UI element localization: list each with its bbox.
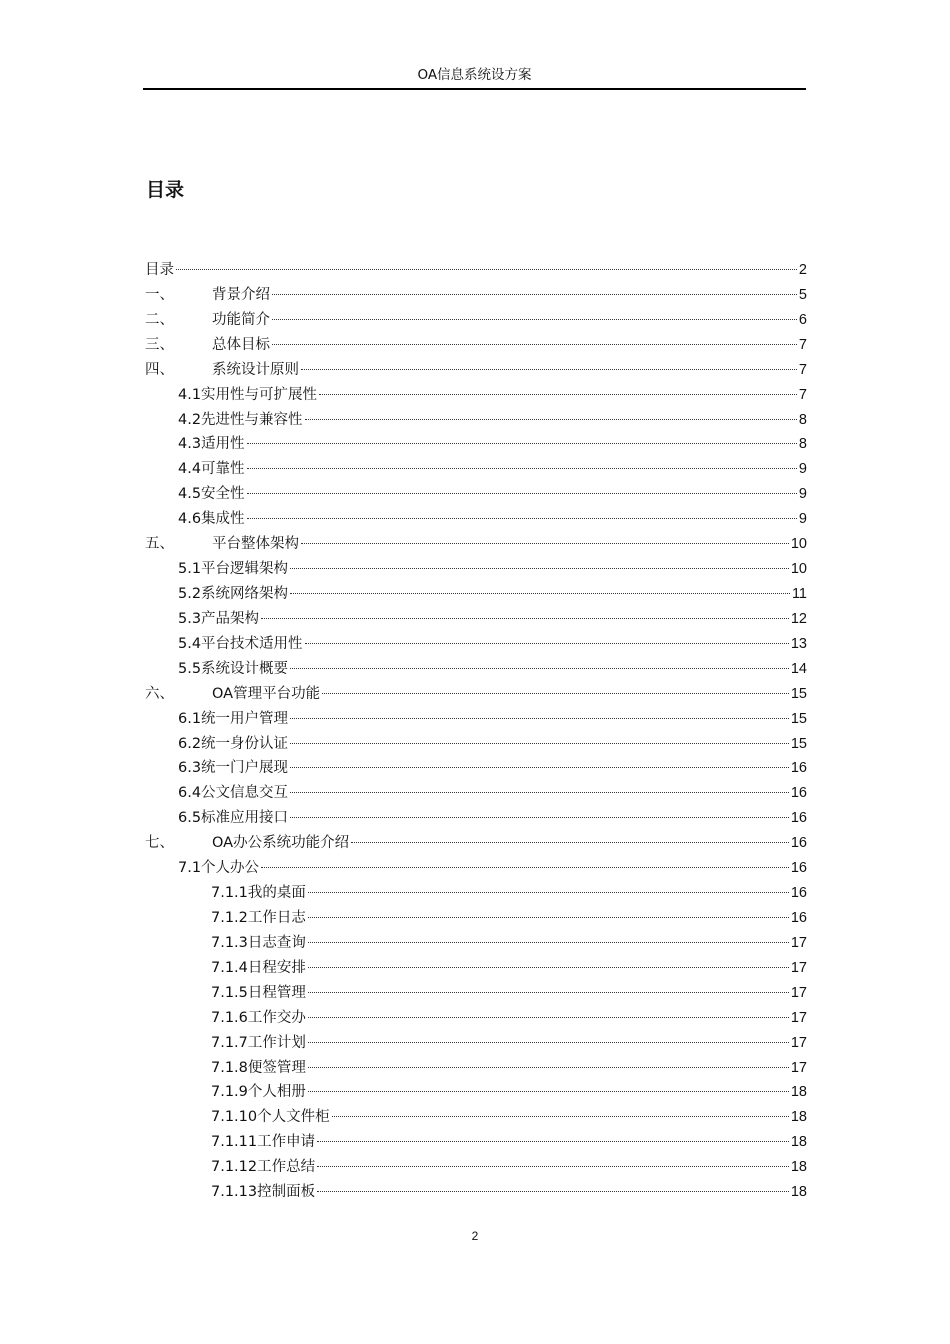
toc-entry-page: 9 (798, 486, 807, 503)
toc-entry-title: 目录 (145, 262, 174, 278)
toc-dot-leader (247, 518, 797, 519)
toc-entry-title: 7.1.7工作计划 (211, 1034, 306, 1051)
toc-entry[interactable] (145, 582, 807, 607)
toc-entry-page: 17 (790, 1009, 807, 1026)
toc-entry-page: 16 (790, 785, 807, 802)
toc-entry-page: 16 (790, 860, 807, 877)
toc-dot-leader (290, 568, 789, 569)
toc-entry-title: 总体目标 (212, 336, 270, 353)
header-title: OA信息系统设方案 (417, 67, 532, 83)
toc-entry[interactable] (145, 657, 807, 682)
toc-entry-title: 7.1.3日志查询 (211, 934, 306, 951)
toc-entry[interactable] (145, 358, 807, 383)
toc-entry[interactable] (145, 607, 807, 632)
toc-entry-title: 7.1.10个人文件柜 (211, 1109, 330, 1126)
toc-dot-leader (261, 867, 789, 868)
toc-entry[interactable] (145, 482, 807, 507)
toc-entry-page: 16 (790, 885, 807, 902)
toc-entry-title: 5.5系统设计概要 (178, 660, 289, 677)
toc-entry-page: 2 (798, 262, 807, 278)
toc-dot-leader (272, 319, 797, 320)
toc-entry[interactable] (145, 1080, 807, 1105)
toc-entry-page: 18 (790, 1159, 807, 1176)
toc-entry[interactable] (145, 732, 807, 757)
toc-dot-leader (308, 942, 789, 943)
toc-entry[interactable] (145, 1056, 807, 1081)
toc-entry-title: 7.1.12工作总结 (211, 1159, 316, 1176)
toc-dot-leader (319, 394, 797, 395)
toc-entry[interactable] (145, 457, 807, 482)
toc-entry-page: 18 (790, 1184, 807, 1201)
toc-entry[interactable] (145, 383, 807, 408)
toc-entry-page: 15 (790, 735, 807, 752)
toc-dot-leader (290, 718, 789, 719)
toc-heading: 目录 (146, 179, 185, 201)
toc-entry-page: 6 (798, 311, 807, 328)
toc-entry-page: 16 (790, 835, 807, 852)
toc-entry-title: 6.2统一身份认证 (178, 735, 289, 752)
toc-entry-title: 6.5标准应用接口 (178, 810, 289, 827)
toc-entry-title: 系统设计原则 (212, 361, 299, 378)
toc-entry-title: 功能简介 (212, 311, 270, 328)
toc-entry[interactable] (145, 1006, 807, 1031)
toc-dot-leader (322, 693, 789, 694)
toc-entry-title: 4.5安全性 (178, 486, 245, 503)
toc-entry[interactable] (145, 906, 807, 931)
toc-entry-number: 七、 (145, 835, 174, 852)
toc-dot-leader (317, 1191, 789, 1192)
toc-entry-title: 4.1实用性与可扩展性 (178, 386, 318, 403)
toc-entry-title: 7.1.4日程安排 (211, 959, 306, 976)
toc-dot-leader (290, 817, 789, 818)
toc-entry-title: 7.1.11工作申请 (211, 1134, 316, 1151)
toc-entry[interactable] (145, 981, 807, 1006)
toc-entry[interactable] (145, 333, 807, 358)
toc-dot-leader (332, 1116, 789, 1117)
toc-dot-leader (317, 1141, 789, 1142)
toc-entry-page: 18 (790, 1109, 807, 1126)
toc-entry-page: 18 (790, 1084, 807, 1101)
toc-entry-page: 17 (790, 934, 807, 951)
toc-dot-leader (308, 967, 789, 968)
toc-entry-page: 5 (798, 286, 807, 303)
toc-entry-title: 4.2先进性与兼容性 (178, 411, 303, 428)
toc-entry-title: 7.1.13控制面板 (211, 1184, 316, 1201)
toc-entry-page: 16 (790, 909, 807, 926)
toc-dot-leader (290, 792, 789, 793)
toc-dot-leader (272, 294, 797, 295)
table-of-contents (145, 258, 807, 1205)
toc-entry-page: 7 (798, 361, 807, 378)
toc-entry-title: 7.1个人办公 (178, 860, 260, 877)
toc-entry-page: 12 (790, 610, 807, 627)
toc-entry-title: 7.1.9个人相册 (211, 1084, 306, 1101)
toc-entry[interactable] (145, 432, 807, 457)
toc-entry-title: 7.1.1我的桌面 (211, 885, 306, 902)
toc-entry[interactable] (145, 1031, 807, 1056)
toc-dot-leader (290, 593, 790, 594)
toc-entry-page: 16 (790, 760, 807, 777)
toc-entry-page: 15 (790, 710, 807, 727)
toc-entry-title: 7.1.5日程管理 (211, 984, 306, 1001)
toc-dot-leader (308, 1067, 789, 1068)
toc-entry[interactable] (145, 956, 807, 981)
toc-dot-leader (301, 543, 789, 544)
toc-dot-leader (176, 269, 797, 270)
toc-dot-leader (290, 767, 789, 768)
toc-dot-leader (308, 1017, 789, 1018)
toc-entry-title: OA管理平台功能 (212, 685, 321, 702)
toc-entry-page: 9 (798, 461, 807, 478)
toc-entry-page: 7 (798, 386, 807, 403)
toc-entry-title: 6.3统一门户展现 (178, 760, 289, 777)
toc-entry[interactable] (145, 258, 807, 283)
toc-entry-page: 17 (790, 959, 807, 976)
toc-entry-title: 平台整体架构 (212, 536, 299, 553)
toc-entry[interactable] (145, 1130, 807, 1155)
toc-entry[interactable] (145, 532, 807, 557)
toc-entry-page: 11 (791, 585, 807, 602)
toc-entry-title: 背景介绍 (212, 286, 270, 303)
toc-dot-leader (301, 369, 797, 370)
toc-dot-leader (247, 493, 797, 494)
toc-entry[interactable] (145, 806, 807, 831)
toc-entry-title: 5.3产品架构 (178, 610, 260, 627)
toc-entry[interactable] (145, 1180, 807, 1205)
toc-entry-title: 4.3适用性 (178, 436, 245, 453)
toc-entry[interactable] (145, 756, 807, 781)
toc-dot-leader (308, 917, 789, 918)
toc-entry-title: 7.1.2工作日志 (211, 909, 306, 926)
toc-entry-title: 6.4公文信息交互 (178, 785, 289, 802)
toc-dot-leader (305, 419, 797, 420)
toc-entry-page: 9 (798, 511, 807, 528)
toc-entry[interactable] (145, 881, 807, 906)
toc-entry-title: 7.1.8便签管理 (211, 1059, 306, 1076)
toc-entry-page: 14 (790, 660, 807, 677)
page-header (143, 62, 806, 90)
toc-entry-title: OA办公系统功能介绍 (212, 835, 350, 852)
toc-entry-number: 五、 (145, 536, 174, 553)
toc-dot-leader (308, 1091, 789, 1092)
toc-entry[interactable] (145, 557, 807, 582)
toc-entry-title: 5.2系统网络架构 (178, 585, 289, 602)
toc-dot-leader (308, 1042, 789, 1043)
toc-entry-page: 18 (790, 1134, 807, 1151)
toc-entry-title: 7.1.6工作交办 (211, 1009, 306, 1026)
toc-entry[interactable] (145, 1155, 807, 1180)
toc-entry[interactable] (145, 831, 807, 856)
toc-entry-title: 5.4平台技术适用性 (178, 635, 303, 652)
toc-entry[interactable] (145, 507, 807, 532)
toc-entry-page: 10 (790, 536, 807, 553)
toc-entry-number: 四、 (145, 361, 174, 378)
toc-entry-page: 8 (798, 436, 807, 453)
toc-entry-title: 4.6集成性 (178, 511, 245, 528)
page-number: 2 (471, 1229, 479, 1243)
toc-entry-page: 17 (790, 1034, 807, 1051)
toc-entry[interactable] (145, 856, 807, 881)
toc-entry[interactable] (145, 707, 807, 732)
toc-entry-page: 7 (798, 336, 807, 353)
toc-dot-leader (247, 443, 797, 444)
toc-dot-leader (305, 643, 789, 644)
toc-entry-number: 二、 (145, 311, 174, 328)
toc-dot-leader (272, 344, 797, 345)
toc-entry-page: 8 (798, 411, 807, 428)
toc-dot-leader (308, 992, 789, 993)
toc-entry-page: 17 (790, 1059, 807, 1076)
toc-dot-leader (290, 743, 789, 744)
toc-entry[interactable] (145, 308, 807, 333)
toc-entry[interactable] (145, 408, 807, 433)
toc-entry-page: 10 (790, 561, 807, 578)
toc-entry[interactable] (145, 781, 807, 806)
toc-dot-leader (290, 668, 789, 669)
toc-entry-page: 17 (790, 984, 807, 1001)
toc-entry-page: 15 (790, 685, 807, 702)
toc-entry[interactable] (145, 682, 807, 707)
toc-entry[interactable] (145, 283, 807, 308)
toc-entry[interactable] (145, 931, 807, 956)
toc-dot-leader (351, 842, 789, 843)
toc-entry-title: 5.1平台逻辑架构 (178, 561, 289, 578)
toc-dot-leader (247, 468, 797, 469)
toc-entry-title: 6.1统一用户管理 (178, 710, 289, 727)
toc-dot-leader (261, 618, 789, 619)
toc-entry-page: 16 (790, 810, 807, 827)
toc-entry-title: 4.4可靠性 (178, 461, 245, 478)
toc-entry-number: 六、 (145, 685, 174, 702)
toc-dot-leader (308, 892, 789, 893)
toc-entry[interactable] (145, 632, 807, 657)
toc-entry[interactable] (145, 1105, 807, 1130)
toc-entry-number: 一、 (145, 286, 174, 303)
toc-entry-number: 三、 (145, 336, 174, 353)
toc-entry-page: 13 (790, 635, 807, 652)
toc-dot-leader (317, 1166, 789, 1167)
